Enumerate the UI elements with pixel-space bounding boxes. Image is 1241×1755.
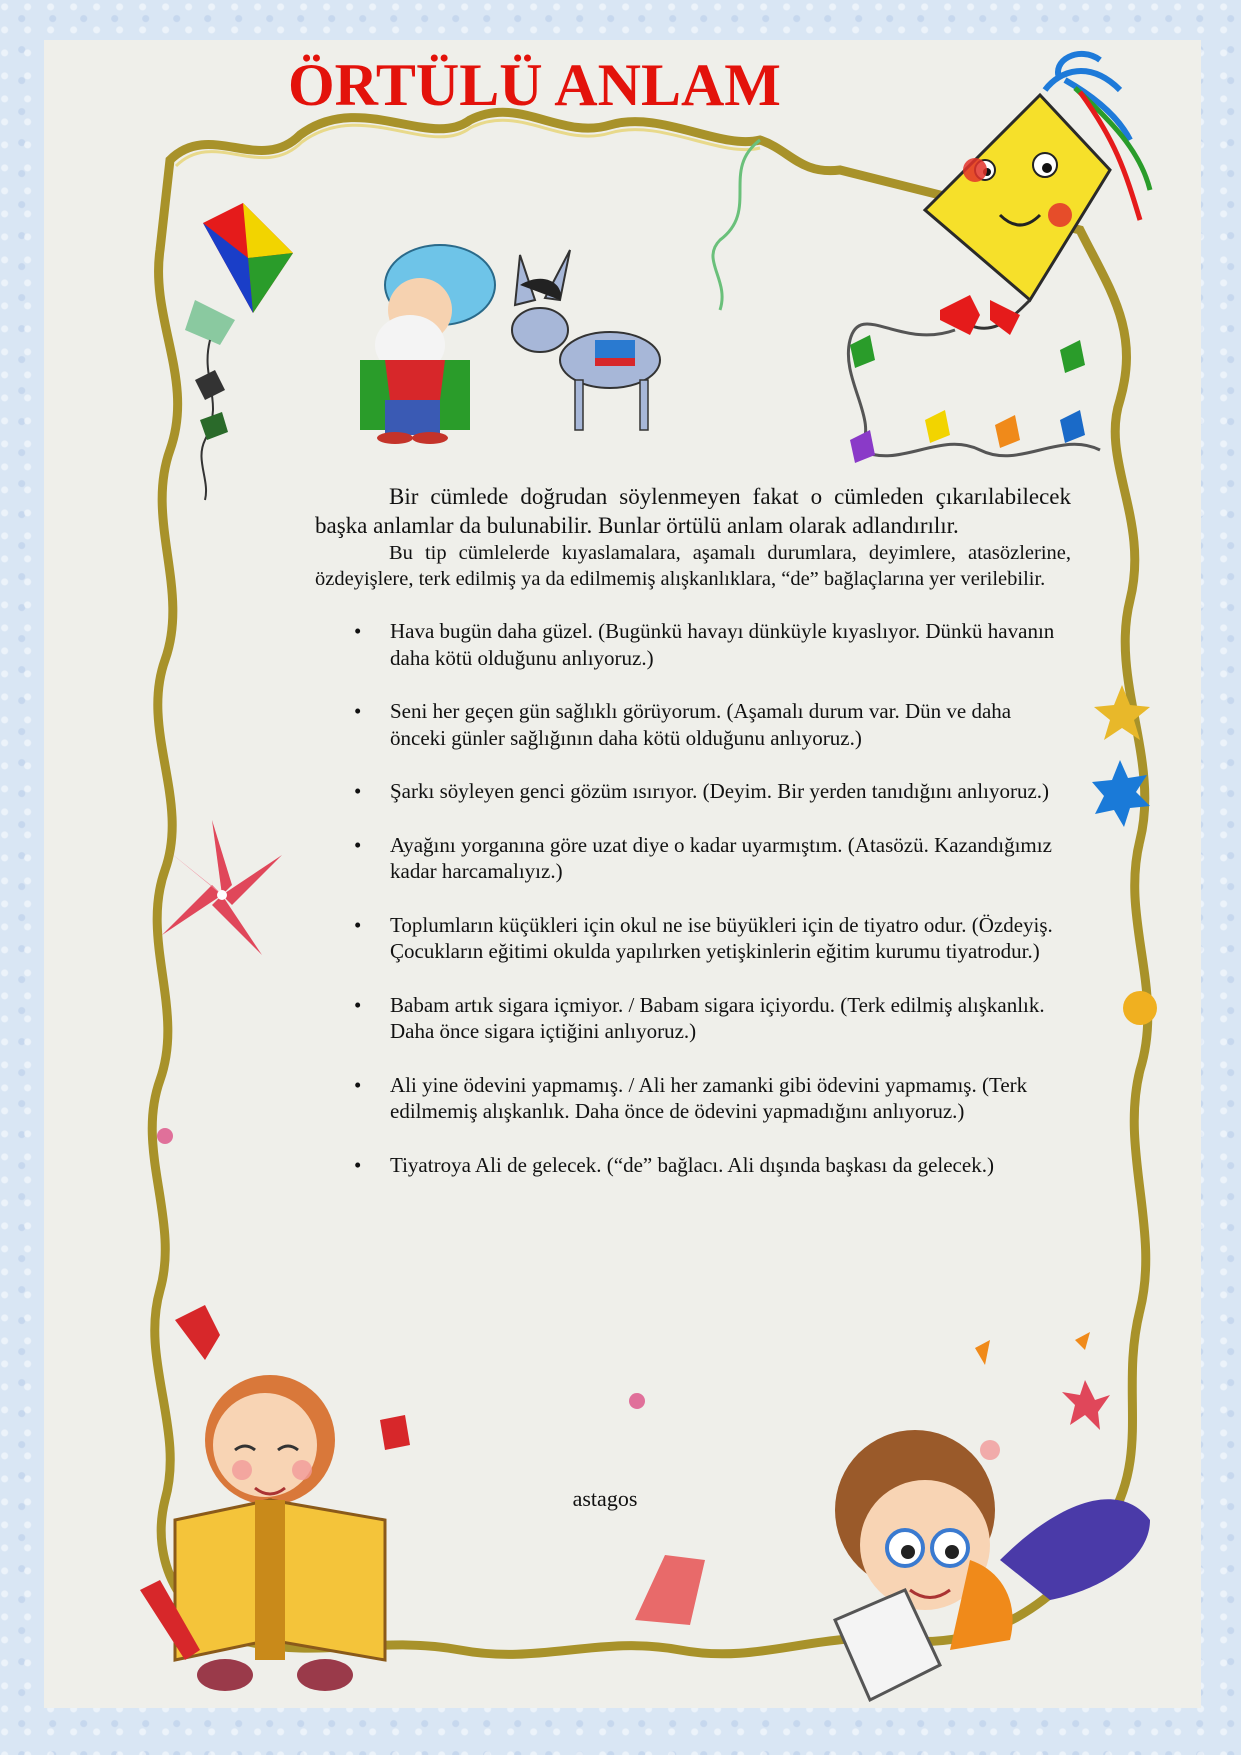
list-item <box>315 1072 1071 1125</box>
bullet: • <box>354 779 362 803</box>
list-item-text: Ayağını yorganına göre uzat diye o kadar uyarmıştım. (Atasözü. Kazandığımız kadar harcamalıyız.) <box>390 832 1052 883</box>
intro-paragraph: Bir cümlede doğrudan söylenmeyen fakat o cümleden çıkarılabilecek başka anlamlar da bulunabilir. Bunlar örtülü anlam olarak adlandırılır. <box>315 484 1071 538</box>
main-content <box>315 482 1071 1205</box>
bullet: • <box>354 992 362 1017</box>
donkey-icon <box>512 250 660 430</box>
pinwheel-icon <box>162 820 282 955</box>
old-man-icon <box>360 245 495 444</box>
list-item-text: Babam artık sigara içmiyor. / Babam sigara içiyordu. (Terk edilmiş alışkanlık. Daha önce sigara içtiğini anlıyoruz.) <box>390 992 1045 1043</box>
list-item-text: Tiyatroya Ali de gelecek. (“de” bağlacı. Ali dışında başkası da gelecek.) <box>390 1152 994 1177</box>
list-item <box>315 778 1071 805</box>
bullet: • <box>354 1072 362 1097</box>
page-title: ÖRTÜLÜ ANLAM <box>288 52 781 118</box>
list-item <box>315 992 1071 1045</box>
list-item <box>315 618 1071 671</box>
list-item-text: Hava bugün daha güzel. (Bugünkü havayı dünküyle kıyaslıyor. Dünkü havanın daha kötü olduğunu anlıyoruz.) <box>390 619 1055 670</box>
bullet: • <box>354 699 362 723</box>
footer-author: astagos <box>572 1486 638 1511</box>
bullet: • <box>354 1152 362 1177</box>
list-item <box>315 912 1071 965</box>
bullet: • <box>354 832 362 857</box>
girl-reading-icon <box>140 1305 410 1691</box>
list-item <box>315 698 1071 751</box>
list-item-text: Toplumların küçükleri için okul ne ise büyükleri için de tiyatro odur. (Özdeyiş. Çocukların eğitimi okulda yapılırken yetişkinlerin eğitim kurumu tiyatrodur.) <box>390 912 1053 963</box>
list-item-text: Şarkı söyleyen genci gözüm ısırıyor. (Deyim. Bir yerden tanıdığını anlıyoruz.) <box>390 779 1050 803</box>
list-item <box>315 832 1071 885</box>
kite-icon <box>185 203 293 500</box>
boy-reading-icon <box>835 1430 1150 1700</box>
intro-paragraph: Bu tip cümlelerde kıyaslamalara, aşamalı durumlara, deyimlere, atasözlerine, özdeyişlere, terk edilmiş ya da edilmemiş alışkanlıklara, “de” bağlaçlarına yer verilebilir. <box>315 542 1071 590</box>
bullet: • <box>354 619 362 643</box>
list-item <box>315 1152 1071 1179</box>
examples-list <box>315 618 1071 1178</box>
list-item-text: Seni her geçen gün sağlıklı görüyorum. (Aşamalı durum var. Dün ve daha önceki günler sağlığının daha kötü olduğunu anlıyoruz.) <box>390 699 1012 750</box>
list-item-text: Ali yine ödevini yapmamış. / Ali her zamanki gibi ödevini yapmamış. (Terk edilmemiş alışkanlık. Daha önce de ödevini yapmadığını anlıyoruz.) <box>390 1072 1028 1123</box>
bullet: • <box>354 912 362 937</box>
